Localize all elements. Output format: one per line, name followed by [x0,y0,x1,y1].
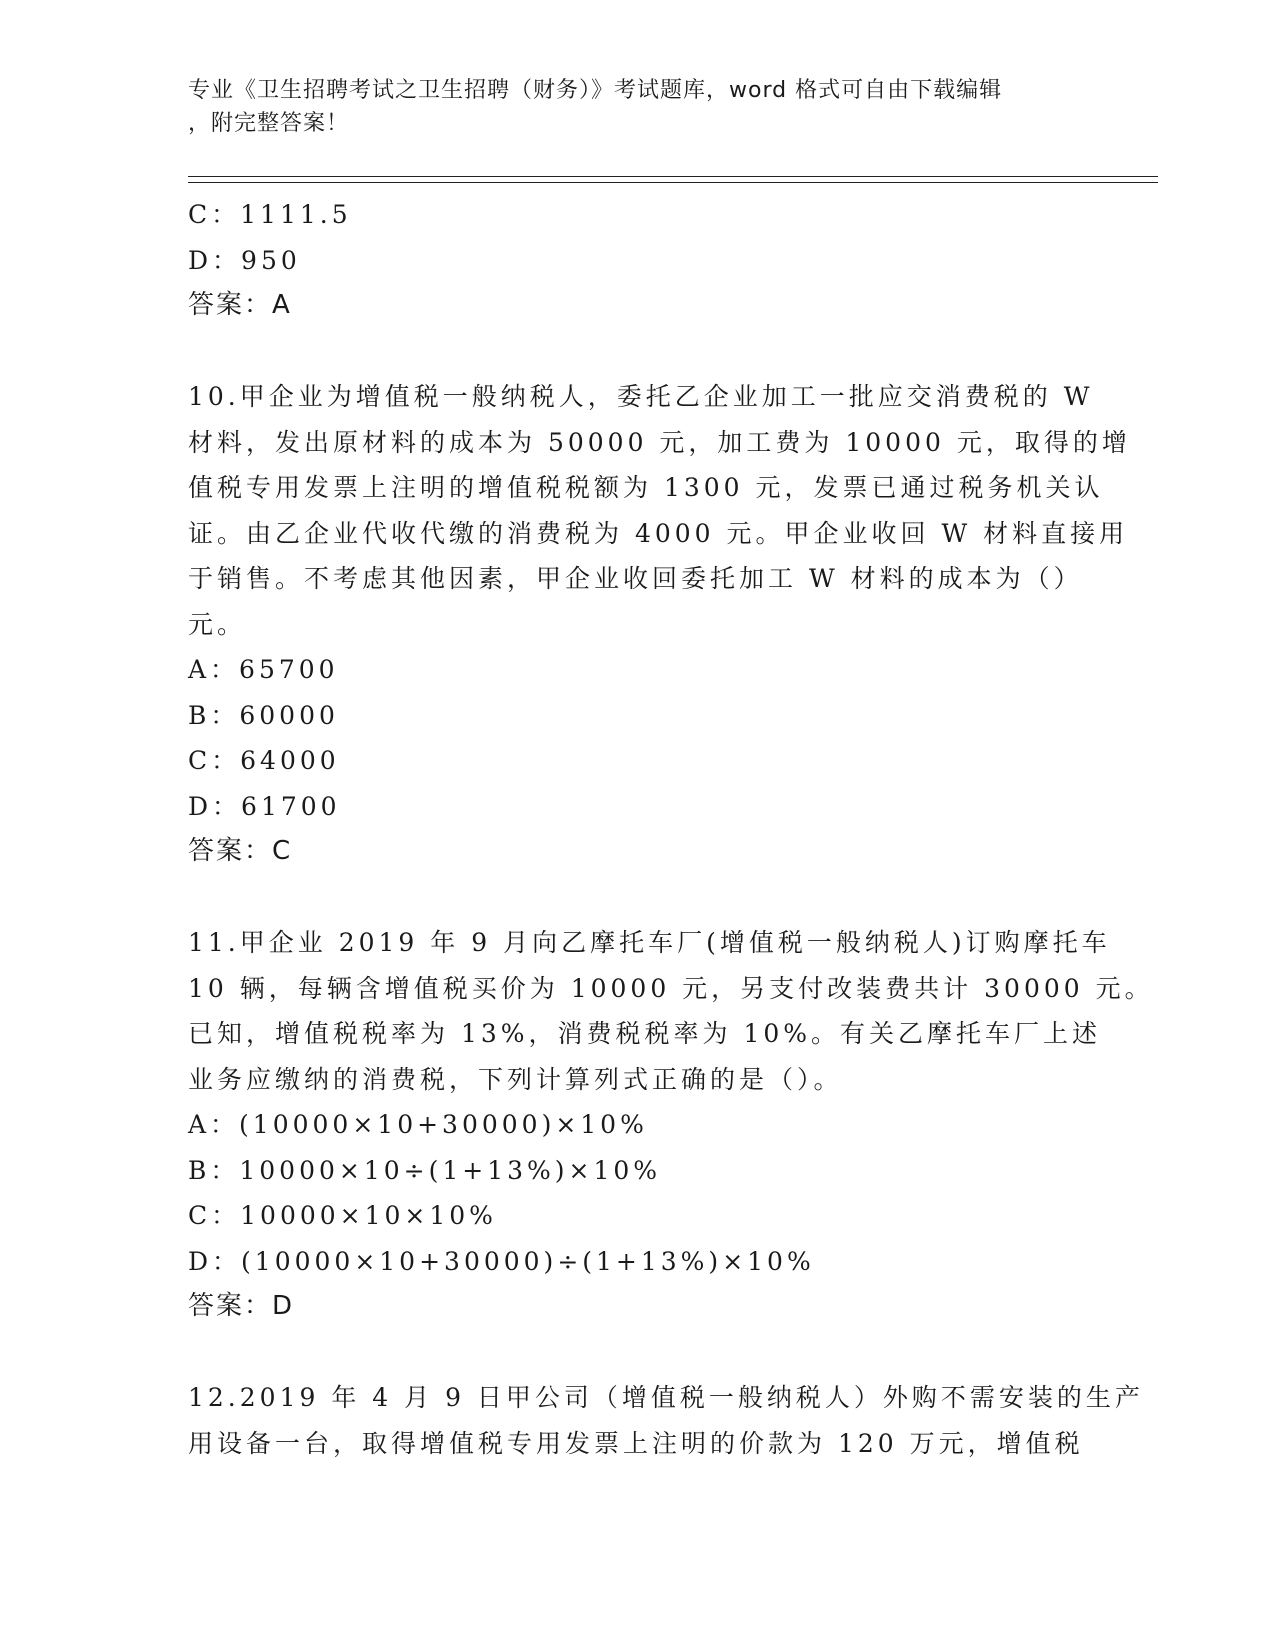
question-text-line: 10 辆，每辆含增值税买价为 10000 元，另支付改装费共计 30000 元。 [188,973,1154,1003]
header-divider-top [188,176,1158,177]
answer-label: 答案：A [188,290,292,320]
question-text-line: 12.2019 年 4 月 9 日甲公司（增值税一般纳税人）外购不需安装的生产 [188,1383,1144,1412]
option-d: D：61700 [188,791,341,821]
question-text-line: 用设备一台，取得增值税专用发票上注明的价款为 120 万元，增值税 [188,1428,1084,1458]
option-c: C：10000×10×10% [188,1201,497,1230]
header-line-1: 专业《卫生招聘考试之卫生招聘（财务）》考试题库，word 格式可自由下载编辑 [188,78,1003,103]
option-c: C：1111.5 [188,200,352,229]
option-a: A：65700 [188,655,339,684]
question-text-line: 已知，增值税税率为 13%，消费税税率为 10%。有关乙摩托车厂上述 [188,1019,1102,1048]
option-a: A：(10000×10+30000)×10% [188,1110,648,1139]
option-b: B：10000×10÷(1+13%)×10% [188,1155,662,1185]
question-text-line: 值税专用发票上注明的增值税税额为 1300 元，发票已通过税务机关认 [188,473,1104,502]
question-11 [188,920,1154,1330]
question-10 [188,374,1131,875]
answer-label: 答案：C [188,836,293,866]
question-text-line: 材料，发出原材料的成本为 50000 元，加工费为 10000 元，取得的增 [188,427,1131,457]
question-text-line: 证。由乙企业代收代缴的消费税为 4000 元。甲企业收回 W 材料直接用 [188,518,1129,548]
question-text-line: 元。 [188,609,247,639]
question-text-line: 11.甲企业 2019 年 9 月向乙摩托车厂(增值税一般纳税人)订购摩托车 [188,928,1111,957]
question-content [188,192,1154,1466]
header-line-2: ，附完整答案！ [188,111,350,136]
option-c: C：64000 [188,746,340,775]
option-d: D：(10000×10+30000)÷(1+13%)×10% [188,1246,815,1276]
question-text-line: 业务应缴纳的消费税，下列计算列式正确的是（）。 [188,1064,843,1094]
question-9-tail [188,192,1088,329]
answer-label: 答案：D [188,1291,295,1321]
question-text-line: 10.甲企业为增值税一般纳税人，委托乙企业加工一批应交消费税的 W [188,382,1094,411]
header-divider-bottom [188,182,1158,183]
option-b: B：60000 [188,700,339,730]
question-text-line: 于销售。不考虑其他因素，甲企业收回委托加工 W 材料的成本为（） [188,564,1083,593]
spacer [188,1330,1088,1376]
option-d: D：950 [188,245,301,275]
spacer [188,875,1088,921]
spacer [188,329,1088,375]
question-12 [188,1375,1144,1466]
page-header [188,74,1088,140]
